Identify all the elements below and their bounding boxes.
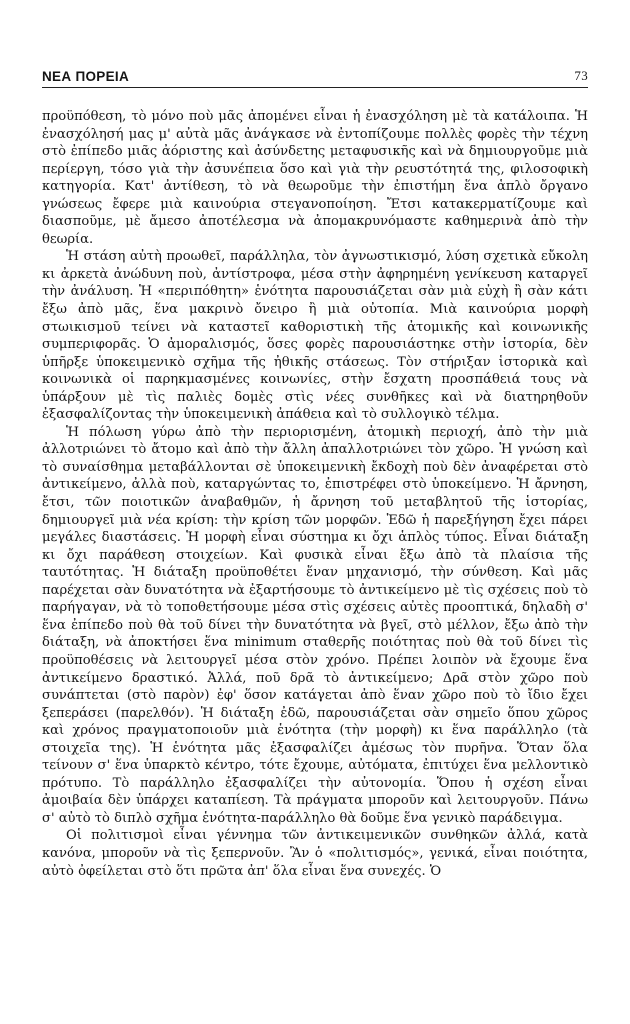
paragraph: Οἱ πολιτισμοὶ εἶναι γέννημα τῶν ἀντικειμενικῶν συνθηκῶν ἀλλά, κατὰ κανόνα, μποροῦν νὰ τὶς ξεπερνοῦν. Ἂν ὁ «πολιτισμός», γενικά, εἶναι ποιότητα, αὐτὸ ὀφείλεται στὸ ὅτι πρῶτα ἀπ' ὅλα εἶναι ἕνα συνεχές. Ὁ (42, 828, 588, 879)
paragraph: προϋπόθεση, τὸ μόνο ποὺ μᾶς ἀπομένει εἶναι ἡ ἐνασχόληση μὲ τὰ κατάλοιπα. Ἡ ἐνασχόλησή μας μ' αὐτὰ μᾶς ἀνάγκασε νὰ ἐντοπίζουμε πολλὲς φορὲς τὴν τέχνη στὸ ἐπίπεδο μιᾶς ἀόριστης καὶ ἀσύνδετης μεταφυσικῆς καὶ νὰ δημιουργοῦμε μιὰ περίεργη, τόσο γιὰ τὴν ἀσυνέπεια ὅσο καὶ γιὰ τὴν ρευστότητά της, φιλοσοφικὴ κατηγορία. Κατ' ἀντίθεση, τὸ νὰ θεωροῦμε τὴν ἐπιστήμη ἕνα ἁπλὸ ὄργανο γνώσεως ἔφερε μιὰ καινούρια στεγανοποίηση. Ἔτσι κατακερματίζουμε καὶ διασποῦμε, μὲ ἄμεσο ἀποτέλεσμα νὰ ἀπομακρυνόμαστε καθημερινὰ ἀπὸ τὴν θεωρία. (42, 109, 588, 247)
running-header (42, 68, 588, 88)
page-number: 73 (574, 68, 588, 83)
article-body (42, 108, 588, 880)
journal-title: ΝΕΑ ΠΟΡΕΙΑ (42, 69, 130, 84)
paragraph: Ἡ στάση αὐτὴ προωθεῖ, παράλληλα, τὸν ἀγνωστικισμό, λύση σχετικὰ εὔκολη κι ἀρκετὰ ἀνώδυνη ποὺ, ἀντίστροφα, μέσα στὴν ἀφηρημένη γενίκευση καταργεῖ τὴν ἀνάλυση. Ἡ «περιπόθητη» ἑνότητα παρουσιάζεται σὰν μιὰ εὐχὴ ἢ σὰν κάτι ἔξω ἀπὸ μᾶς, ἕνα μακρινὸ ὄνειρο ἢ μιὰ οὐτοπία. Μιὰ καινούρια μορφὴ στωικισμοῦ τείνει νὰ καταστεῖ καθοριστικὴ τῆς ἀτομικῆς καὶ κοινωνικῆς συμπεριφορᾶς. Ὁ ἀμοραλισμός, ὅσες φορὲς παρουσιάστηκε στὴν ἱστορία, δὲν ὑπῆρξε ὑποκειμενικὸ σχῆμα τῆς ἠθικῆς στάσεως. Τὸν στήριξαν ἱστορικὰ καὶ κοινωνικὰ οἱ παρηκμασμένες κοινωνίες, στὴν ἔσχατη προσπάθειά τους νὰ ὑπάρξουν μὲ τὶς παλιὲς δομὲς στὶς νέες συνθῆκες καὶ νὰ διατηρηθοῦν ἐξασφαλίζοντας τὴν ὑποκειμενικὴ ἀπάθεια καὶ τὸ συλλογικὸ τέλμα. (42, 249, 588, 423)
paragraph: Ἡ πόλωση γύρω ἀπὸ τὴν περιορισμένη, ἀτομικὴ περιοχή, ἀπὸ τὴν μιὰ ἀλλοτριώνει τὸ ἄτομο καὶ ἀπὸ τὴν ἄλλη ἀπαλλοτριώνει τὸν χῶρο. Ἡ γνώση καὶ τὸ συναίσθημα μεταβάλλονται σὲ ὑποκειμενικὴ ἔκδοχὴ ποὺ δὲν ἀναφέρεται στὸ ἀντικείμενο, ἀλλὰ ποὺ, καταργώντας το, ἐπιστρέφει στὸ ὑποκείμενο. Ἡ ἄρνηση, ἔτσι, τῶν ποιοτικῶν ἀναβαθμῶν, ἡ ἄρνηση τοῦ μεταβλητοῦ τῆς ἱστορίας, δημιουργεῖ μιὰ νέα κρίση: τὴν κρίση τῶν μορφῶν. Ἐδῶ ἡ παρεξήγηση ἔχει πάρει μεγάλες διαστάσεις. Ἡ μορφὴ εἶναι σύστημα κι ὄχι ἁπλὸς τύπος. Εἶναι διάταξη κι ὄχι παράθεση στοιχείων. Καὶ φυσικὰ εἶναι ἔξω ἀπὸ τὰ πλαίσια τῆς ταυτότητας. Ἡ διάταξη προϋποθέτει ἕναν μηχανισμό, τὴν σύνθεση. Καὶ μᾶς παρέχεται σὰν δυνατότητα νὰ ἐξαρτήσουμε τὸ ἀντικείμενο μὲ τὶς σχέσεις ποὺ τὸ παρήγαγαν, νὰ τὸ τοποθετήσουμε μέσα στὶς σχέσεις αὐτὲς προοπτικά, δηλαδὴ σ' ἕνα ἐπίπεδο ποὺ θὰ τοῦ δίνει τὴν δυνατότητα νὰ βγεῖ, στὸ μέλλον, ἔξω ἀπὸ τὴν διάταξη, νὰ ἀποκτήσει ἕνα minimum σταθερῆς ποιότητας ποὺ θὰ τοῦ δίνει τὶς προϋποθέσεις νὰ λειτουργεῖ μέσα στὸν χρόνο. Πρέπει λοιπὸν νὰ ἔχουμε ἕνα ἀντικείμενο δραστικό. Ἀλλά, ποῦ δρᾶ τὸ ἀντικείμενο; Δρᾶ στὸν χῶρο ποὺ συνάπτεται (στὸ παρὸν) ἐφ' ὅσον κατάγεται ἀπὸ ἕναν χῶρο ποὺ τὸ ἴδιο ἔχει ξεπεράσει (παρελθόν). Ἡ διάταξη ἐδῶ, παρουσιάζεται σὰν σημεῖο ὅπου χῶρος καὶ χρόνος πραγματοποιοῦν μιὰ ἑνότητα (τὴν μορφὴ) κι ἕνα παράλληλο (τὰ στοιχεῖα της). Ἡ ἑνότητα μᾶς ἐξασφαλίζει ἀμέσως τὸν πυρῆνα. Ὅταν ὅλα τείνουν σ' ἕνα ὑπαρκτὸ κέντρο, τότε ἔχουμε, αὐτόματα, ἐπιτύχει ἕνα μελλοντικὸ πρότυπο. Τὸ παράλληλο ἐξασφαλίζει τὴν αὐτονομία. Ὅπου ἡ σχέση εἶναι ἀμοιβαία δὲν ὑπάρχει καταπίεση. Τὰ πράγματα μποροῦν καὶ λειτουργοῦν. Πάνω σ' αὐτὸ τὸ διπλὸ σχῆμα ἑνότητα-παράλληλο θὰ δοῦμε ἕνα γενικὸ παράδειγμα. (42, 424, 588, 826)
journal-page (42, 68, 588, 880)
